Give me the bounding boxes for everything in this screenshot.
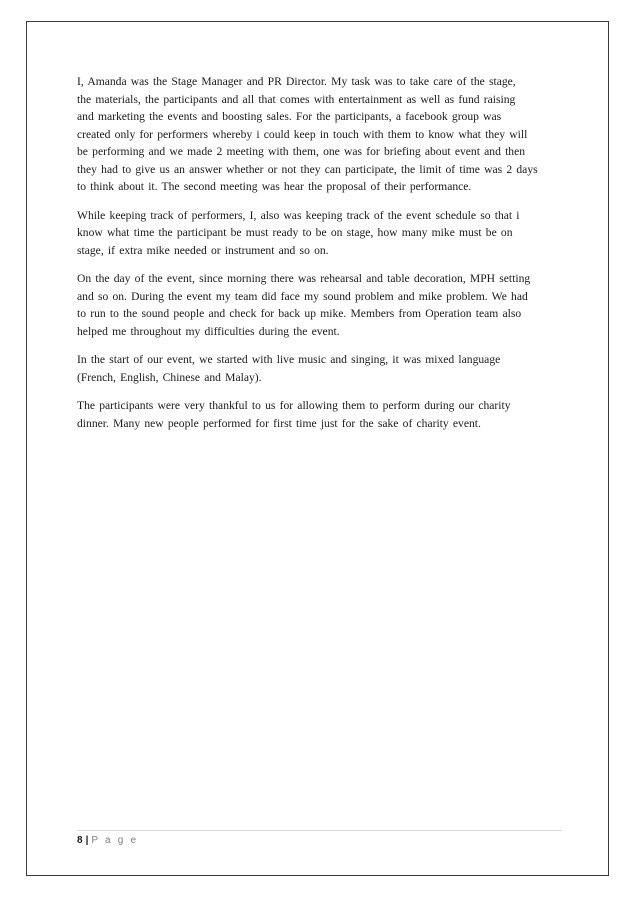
paragraph-participants bbox=[77, 397, 567, 432]
text-line: dinner. Many new people performed for first time just for the sake of charity event. bbox=[77, 416, 481, 430]
text-line: In the start of our event, we started with live music and singing, it was mixed language bbox=[77, 353, 501, 366]
text-line: The participants were very thankful to us for allowing them to perform during our charity bbox=[77, 399, 511, 412]
footer-separator: | bbox=[85, 835, 89, 846]
text-line: they had to give us an answer whether or not they can participate, the limit of time was 2 days bbox=[77, 162, 538, 176]
paragraph-event-start bbox=[77, 351, 567, 386]
text-line: While keeping track of performers, I, also was keeping track of the event schedule so that i bbox=[77, 208, 520, 222]
text-line: and so on. During the event my team did face my sound problem and mike problem. We had bbox=[77, 289, 528, 303]
page-label: P a g e bbox=[91, 835, 139, 846]
text-line: be performing and we made 2 meeting with them, one was for briefing about event and then bbox=[77, 145, 526, 158]
text-line: and marketing the events and boosting sales. For the participants, a facebook group was bbox=[77, 110, 502, 123]
text-line: the materials, the participants and all that comes with entertainment as well as fund raising bbox=[77, 92, 516, 106]
text-line: to run to the sound people and check for back up mike. Members from Operation team also bbox=[77, 307, 522, 320]
paragraph-role-description bbox=[77, 73, 567, 196]
text-line: helped me throughout my difficulties during the event. bbox=[77, 324, 340, 338]
paragraph-schedule bbox=[77, 207, 567, 260]
text-line: (French, English, Chinese and Malay). bbox=[77, 370, 262, 384]
paragraph-event-day bbox=[77, 270, 567, 340]
page-number: 8 bbox=[77, 835, 83, 846]
text-line: I, Amanda was the Stage Manager and PR Director. My task was to take care of the stage, bbox=[77, 75, 516, 88]
document-body bbox=[77, 73, 567, 443]
text-line: to think about it. The second meeting was hear the proposal of their performance. bbox=[77, 180, 472, 193]
page-footer bbox=[77, 834, 138, 848]
footer-divider bbox=[77, 830, 562, 831]
text-line: know what time the participant be must ready to be on stage, how many mike must be on bbox=[77, 226, 513, 239]
text-line: On the day of the event, since morning there was rehearsal and table decoration, MPH setting bbox=[77, 272, 531, 285]
text-line: created only for performers whereby i could keep in touch with them to know what they will bbox=[77, 127, 528, 141]
text-line: stage, if extra mike needed or instrument and so on. bbox=[77, 243, 329, 257]
